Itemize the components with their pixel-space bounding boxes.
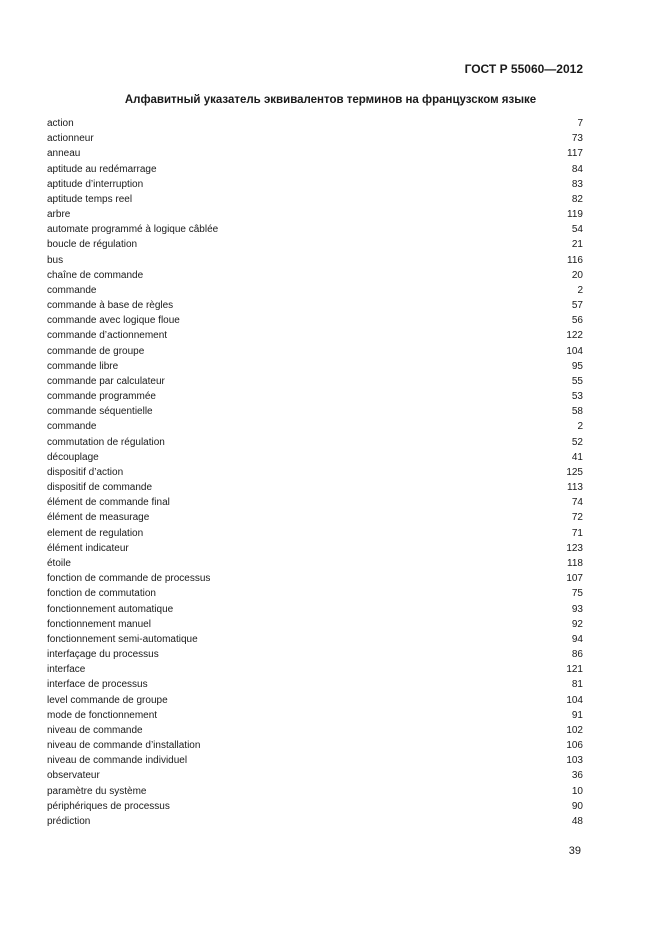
index-entry xyxy=(47,298,583,313)
index-entry xyxy=(47,374,583,389)
index-term: paramètre du système xyxy=(47,785,147,797)
index-entry xyxy=(47,222,583,237)
index-term: action xyxy=(47,118,74,129)
index-page-ref: 104 xyxy=(566,694,583,706)
index-entry xyxy=(47,632,583,647)
index-entry xyxy=(47,708,583,723)
index-term: découplage xyxy=(47,451,99,463)
index-page-ref: 103 xyxy=(566,755,583,767)
index-page-ref: 118 xyxy=(567,557,583,569)
index-entry xyxy=(47,814,583,829)
index-term: commande libre xyxy=(47,360,119,372)
index-page-ref: 121 xyxy=(566,664,583,676)
index-entry xyxy=(47,207,583,222)
index-page-ref: 52 xyxy=(571,436,583,448)
index-term: commande avec logique floue xyxy=(47,315,180,327)
index-page-ref: 94 xyxy=(571,633,583,645)
index-page-ref: 73 xyxy=(571,133,583,145)
index-page-ref: 84 xyxy=(571,163,583,175)
index-entry xyxy=(47,253,583,268)
index-page-ref: 75 xyxy=(571,588,583,600)
index-term: interface de processus xyxy=(47,679,148,691)
index-page-ref: 119 xyxy=(567,209,583,221)
index-entry xyxy=(47,359,583,374)
index-term: élément de measurage xyxy=(47,512,150,524)
index-entry xyxy=(47,693,583,708)
index-entry xyxy=(47,389,583,404)
index-term: chaîne de commande xyxy=(47,269,144,281)
index-entry xyxy=(47,465,583,480)
index-entry xyxy=(47,495,583,510)
index-page-ref: 90 xyxy=(571,800,583,812)
index-page-ref: 36 xyxy=(571,770,583,782)
index-page-ref: 21 xyxy=(571,239,583,251)
index-term: commande programmée xyxy=(47,391,156,403)
index-term: élément indicateur xyxy=(47,542,129,554)
index-term: actionneur xyxy=(47,133,94,145)
index-entry xyxy=(47,556,583,571)
index-entry xyxy=(47,510,583,525)
index-page-ref: 83 xyxy=(571,178,583,190)
index-term: prédiction xyxy=(47,815,91,827)
index-page-ref: 53 xyxy=(571,391,583,403)
index-term: aptitude d’interruption xyxy=(47,178,144,190)
index-page-ref: 7 xyxy=(577,118,583,129)
index-entry xyxy=(47,753,583,768)
index-entry xyxy=(47,799,583,814)
index-entry xyxy=(47,344,583,359)
index-page-ref: 82 xyxy=(571,193,583,205)
index-term: interface xyxy=(47,664,86,676)
index-term: niveau de commande individuel xyxy=(47,755,188,767)
index-term: commande à base de règles xyxy=(47,300,174,312)
index-entry xyxy=(47,328,583,343)
index-term: niveau de commande xyxy=(47,724,143,736)
index-entry xyxy=(47,116,583,131)
index-page-ref: 102 xyxy=(566,724,583,736)
index-page-ref: 57 xyxy=(571,300,583,312)
index-page-ref: 117 xyxy=(567,148,583,160)
index-term: fonctionnement manuel xyxy=(47,618,151,630)
index-term: commande xyxy=(47,421,97,433)
index-term: niveau de commande d’installation xyxy=(47,740,201,752)
index-term: observateur xyxy=(47,770,100,782)
index-term: élément de commande final xyxy=(47,497,170,509)
index-entry xyxy=(47,404,583,419)
index-term: anneau xyxy=(47,148,81,160)
index-page-ref: 54 xyxy=(571,224,583,236)
index-entry xyxy=(47,723,583,738)
index-term: aptitude au redémarrage xyxy=(47,163,157,175)
index-term: fonctionnement automatique xyxy=(47,603,174,615)
index-page-ref: 20 xyxy=(571,269,583,281)
index-page-ref: 81 xyxy=(571,679,583,691)
index-entry xyxy=(47,237,583,252)
index-page-ref: 2 xyxy=(577,421,583,433)
index-term: fonction de commande de processus xyxy=(47,573,211,585)
index-entry xyxy=(47,571,583,586)
index-page-ref: 2 xyxy=(577,284,583,296)
index-page-ref: 113 xyxy=(567,482,583,494)
index-entry xyxy=(47,662,583,677)
index-page-ref: 116 xyxy=(567,254,583,266)
page-number: 39 xyxy=(568,845,581,857)
index-term: level commande de groupe xyxy=(47,694,168,706)
index-page-ref: 92 xyxy=(571,618,583,630)
index-term: arbre xyxy=(47,209,71,221)
index-entry xyxy=(47,131,583,146)
index-page-ref: 10 xyxy=(571,785,583,797)
document-header: ГОСТ Р 55060—2012 xyxy=(464,62,583,76)
index-term: commande de groupe xyxy=(47,345,145,357)
index-page-ref: 125 xyxy=(566,466,583,478)
index-term: automate programmé à logique câblée xyxy=(47,224,219,236)
index-page-ref: 41 xyxy=(571,451,583,463)
index-page-ref: 107 xyxy=(566,573,583,585)
index-entry xyxy=(47,784,583,799)
index-page-ref: 91 xyxy=(571,709,583,721)
index-term: commutation de régulation xyxy=(47,436,165,448)
index-entry xyxy=(47,526,583,541)
index-entry xyxy=(47,647,583,662)
index-page-ref: 95 xyxy=(571,360,583,372)
index-entry xyxy=(47,738,583,753)
index-entry xyxy=(47,677,583,692)
index-entry xyxy=(47,602,583,617)
index-term: mode de fonctionnement xyxy=(47,709,158,721)
index-page-ref: 93 xyxy=(571,603,583,615)
index-entry xyxy=(47,435,583,450)
index-term: commande xyxy=(47,284,97,296)
term-index xyxy=(47,116,583,829)
index-entry xyxy=(47,146,583,161)
index-entry xyxy=(47,177,583,192)
index-term: étoile xyxy=(47,557,71,569)
index-term: dispositif de commande xyxy=(47,482,153,494)
index-page-ref: 71 xyxy=(571,527,583,539)
index-entry xyxy=(47,617,583,632)
index-page-ref: 74 xyxy=(571,497,583,509)
index-page-ref: 72 xyxy=(571,512,583,524)
index-page-ref: 123 xyxy=(566,542,583,554)
index-page-ref: 104 xyxy=(566,345,583,357)
index-entry xyxy=(47,283,583,298)
index-entry xyxy=(47,768,583,783)
index-entry xyxy=(47,419,583,434)
index-entry xyxy=(47,192,583,207)
index-page-ref: 55 xyxy=(571,375,583,387)
page-title: Алфавитный указатель эквивалентов терминов на французском языке xyxy=(124,94,537,106)
index-term: element de regulation xyxy=(47,527,144,539)
index-page-ref: 122 xyxy=(566,330,583,342)
index-entry xyxy=(47,268,583,283)
index-page-ref: 58 xyxy=(571,406,583,418)
index-term: commande séquentielle xyxy=(47,406,153,418)
index-entry xyxy=(47,313,583,328)
index-entry xyxy=(47,541,583,556)
index-term: périphériques de processus xyxy=(47,800,170,812)
index-term: commande d’actionnement xyxy=(47,330,168,342)
index-page-ref: 86 xyxy=(571,649,583,661)
index-term: dispositif d’action xyxy=(47,466,124,478)
index-term: bus xyxy=(47,254,64,266)
index-term: boucle de régulation xyxy=(47,239,138,251)
index-term: aptitude temps reel xyxy=(47,193,133,205)
index-page-ref: 48 xyxy=(571,815,583,827)
index-entry xyxy=(47,586,583,601)
index-entry xyxy=(47,480,583,495)
index-term: fonction de commutation xyxy=(47,588,156,600)
index-entry xyxy=(47,450,583,465)
index-entry xyxy=(47,162,583,177)
index-page-ref: 106 xyxy=(566,740,583,752)
index-term: interfaçage du processus xyxy=(47,649,159,661)
index-term: commande par calculateur xyxy=(47,375,165,387)
index-page-ref: 56 xyxy=(571,315,583,327)
index-term: fonctionnement semi-automatique xyxy=(47,633,198,645)
